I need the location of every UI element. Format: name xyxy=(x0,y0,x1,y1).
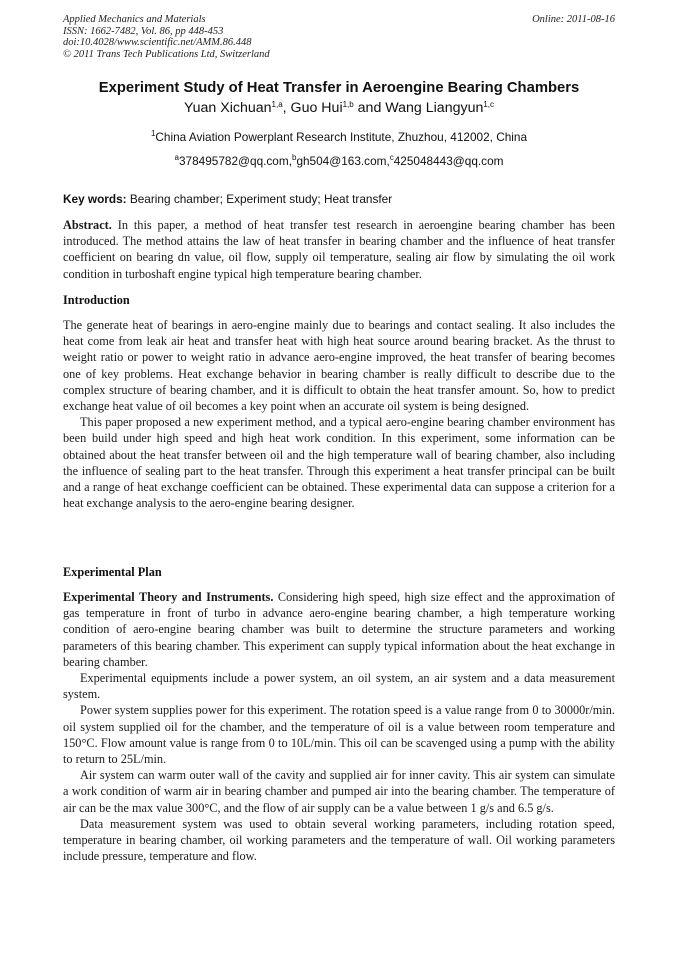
affiliation-mark: 1 xyxy=(150,129,156,138)
journal-name: Applied Mechanics and Materials xyxy=(63,14,206,25)
subsection-text: Considering high speed, high size effect and the approximation of gas temperature in front of turbo in advance aero-engine bearing chamber, a high temperature working condition of aero-engine bearing chamber was built to determine the structure parameters and working parameters of this bearing chamber. This experiment can supply typical information about the heat exchange in bearing chamber. xyxy=(63,590,615,669)
author-name: Wang Liangyun xyxy=(385,100,484,116)
paragraph: Experimental equipments include a power system, an oil system, an air system and a data measurement system. xyxy=(63,671,615,702)
author-and: and xyxy=(353,100,386,116)
author-affiliation-mark: 1,c xyxy=(483,100,495,109)
email-address: 378495782@qq.com, xyxy=(178,154,292,168)
author-affiliation-mark: 1,a xyxy=(271,100,283,109)
abstract-label: Abstract. xyxy=(63,218,112,232)
author-name: Yuan Xichuan xyxy=(183,100,272,116)
author-list xyxy=(0,100,678,116)
email-address: 425048443@qq.com xyxy=(393,154,504,168)
paragraph: This paper proposed a new experiment method, and a typical aero-engine bearing chamber environment has been build under high speed and high heat work condition. In this experiment, some information can be obtained about the heat transfer between oil and the high temperature wall of bearing chamber, also including the influence of sealing part to the heat transfer. Through this experiment a heat transfer principal can be built and a range of heat exchange coefficient can be obtained. These experimental data can suppose a criterion for a heat exchange analysis to the aero-engine bearing designer. xyxy=(63,415,615,511)
journal-header xyxy=(63,14,270,60)
paragraph: Data measurement system was used to obtain several working parameters, including rotation speed, temperature in bearing chamber, oil working parameters and the temperature of wall. Oil working parameters include pressure, temperature and flow. xyxy=(63,816,615,864)
doi-line: doi:10.4028/www.scientific.net/AMM.86.448 xyxy=(63,37,252,49)
keywords-label: Key words: xyxy=(63,192,127,206)
affiliation xyxy=(0,130,678,144)
email-address: gh504@163.com, xyxy=(296,154,390,168)
issn-line: ISSN: 1662-7482, Vol. 86, pp 448-453 xyxy=(63,25,224,37)
paper-title: Experiment Study of Heat Transfer in Aeroengine Bearing Chambers xyxy=(98,80,580,96)
copyright-line: © 2011 Trans Tech Publications Ltd, Switzerland xyxy=(63,48,270,60)
affiliation-text: China Aviation Powerplant Research Institute, Zhuzhou, 412002, China xyxy=(155,130,528,144)
email-mark: c xyxy=(389,153,394,162)
experimental-plan-body xyxy=(63,589,615,864)
email-list xyxy=(0,154,678,168)
author-name: Guo Hui xyxy=(290,100,343,116)
paragraph: The generate heat of bearings in aero-engine mainly due to bearings and contact sealing. It also includes the heat come from leak air heat and transfer heat with high heat source around bearing bracket. As the thrust to weight ratio or power to weight ratio in advance aero-engine improved, the heat transfer of bearing becomes one of key problems. Heat exchange behavior in bearing chamber is really difficult to describe due to the complex structure of bearing chamber, and it is difficult to obtain the heat transfer amount. So, how to predict exchange heat value of oil becomes a key point when an accurate oil system is being designed. xyxy=(63,318,615,414)
keywords xyxy=(63,192,392,206)
section-heading-introduction: Introduction xyxy=(63,293,130,307)
subsection-label: Experimental Theory and Instruments. xyxy=(63,590,274,604)
section-heading-experimental-plan: Experimental Plan xyxy=(63,565,162,579)
author-affiliation-mark: 1,b xyxy=(342,100,354,109)
abstract xyxy=(63,217,615,282)
email-mark: b xyxy=(291,153,297,162)
abstract-text: In this paper, a method of heat transfer test research in aeroengine bearing chamber has been introduced. The method attains the law of heat transfer in bearing chamber and the influence of heat transfer coefficient on bearing dn value, oil flow, supply oil temperature, sealing air flow by simulating the oil work condition in turboshaft engine typical high temperature bearing chamber. xyxy=(63,218,615,281)
paragraph: Power system supplies power for this experiment. The rotation speed is a value range from 0 to 30000r/min. oil system supplied oil for the chamber, and the temperature of oil is a value between room temperature and 150°C. Flow amount value is range from 0 to 10L/min. This oil can be scavenged using a pump with the ability to return to 25L/min. xyxy=(63,703,615,767)
author-separator: , xyxy=(282,100,291,116)
paragraph: Air system can warm outer wall of the cavity and supplied air for inner cavity. This air system can simulate a work condition of warm air in bearing chamber and pumped air into the bearing chamber. The temperature of air can be the max value 300°C, and the flow of air supply can be a value between 1 g/s and 6.5 g/s. xyxy=(63,768,615,815)
introduction-body xyxy=(63,317,615,511)
keywords-text: Bearing chamber; Experiment study; Heat transfer xyxy=(129,192,393,206)
email-mark: a xyxy=(174,153,179,162)
online-date: Online: 2011-08-16 xyxy=(532,14,615,25)
